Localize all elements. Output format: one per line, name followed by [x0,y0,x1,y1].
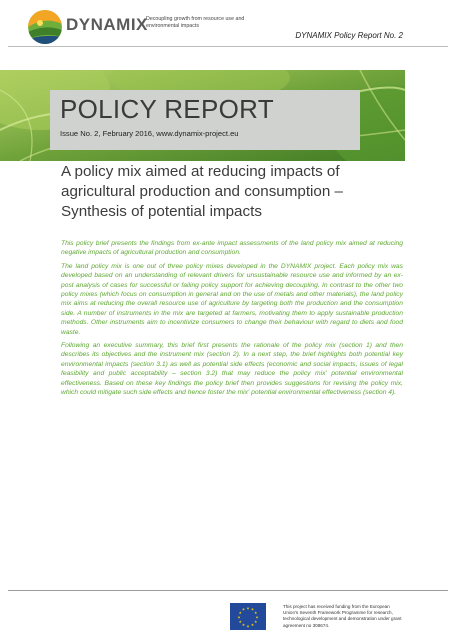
svg-text:★: ★ [254,610,258,615]
footer-divider [8,590,448,591]
header-divider [8,46,448,47]
report-headline: A policy mix aimed at reducing impacts of agricultural production and consumption – Synthesis of potential impacts [61,163,343,220]
svg-text:★: ★ [255,615,259,620]
svg-text:★: ★ [238,619,242,624]
report-number: DYNAMIX Policy Report No. 2 [295,31,403,40]
eu-flag-icon [230,603,266,630]
svg-text:★: ★ [246,624,250,629]
issue-line: Issue No. 2, February 2016, www.dynamix-project.eu [60,129,239,138]
svg-text:★: ★ [246,606,250,611]
svg-text:★: ★ [238,610,242,615]
summary-body [61,239,403,402]
title-panel [50,90,360,150]
svg-text:★: ★ [250,623,255,628]
summary-paragraph-1: This policy brief presents the findings from ex-ante impact assessments of the land policy mix aimed at reducing negative impacts of agricultural production and consumption. [61,240,403,257]
funding-statement: This project has received funding from the European Union's Seventh Framework Programme for research, technological development and demonstration under grant agreement no 308674. [283,604,402,628]
brand-name: DYNAMIX [66,15,148,34]
page-title: POLICY REPORT [60,94,274,124]
dynamix-logo-icon [28,10,62,44]
summary-paragraph-3: Following an executive summary, this brief first presents the rationale of the policy mix (section 1) and then describes its objectives and the instrument mix (section 2). In a next step, the brief highlights both potential key environmental impacts (section 3.1) as well as potential side effects (economic and social impacts, issues of legal feasibility and public acceptability – section 3.2) that may reduce the policy mix' potential environmental effectiveness. Based on these key findings the policy brief then provides suggestions for revising the policy mix, which could mitigate such side effects and hence foster the mix' potential environmental effectiveness (section 4). [61,342,403,397]
svg-text:★: ★ [254,619,258,624]
svg-text:★: ★ [250,607,255,612]
summary-paragraph-2: The land policy mix is one out of three policy mixes developed in the DYNAMIX project. Each policy mix was developed based on an understanding of relevant drivers for unsustainable resource use and informed by an ex-post analysis of cases for successful or failing policy support for achieving decoupling. In contrast to the other two policy mixes (which focus on consumption in general and on the use of metals and other materials), the land policy mix aims at reducing the overall resource use of agriculture by targeting both the production and the consumption side. A number of instruments in the mix are targeted at farmers, motivating them to apply sustainable production methods. Other instruments aim to incentivize consumers to change their behaviour with regard to diets and food waste. [61,262,403,336]
svg-text:★: ★ [241,607,246,612]
svg-text:★: ★ [237,615,241,620]
brand-tagline: Decoupling growth from resource use and environmental impacts [146,16,245,29]
svg-text:★: ★ [241,623,246,628]
